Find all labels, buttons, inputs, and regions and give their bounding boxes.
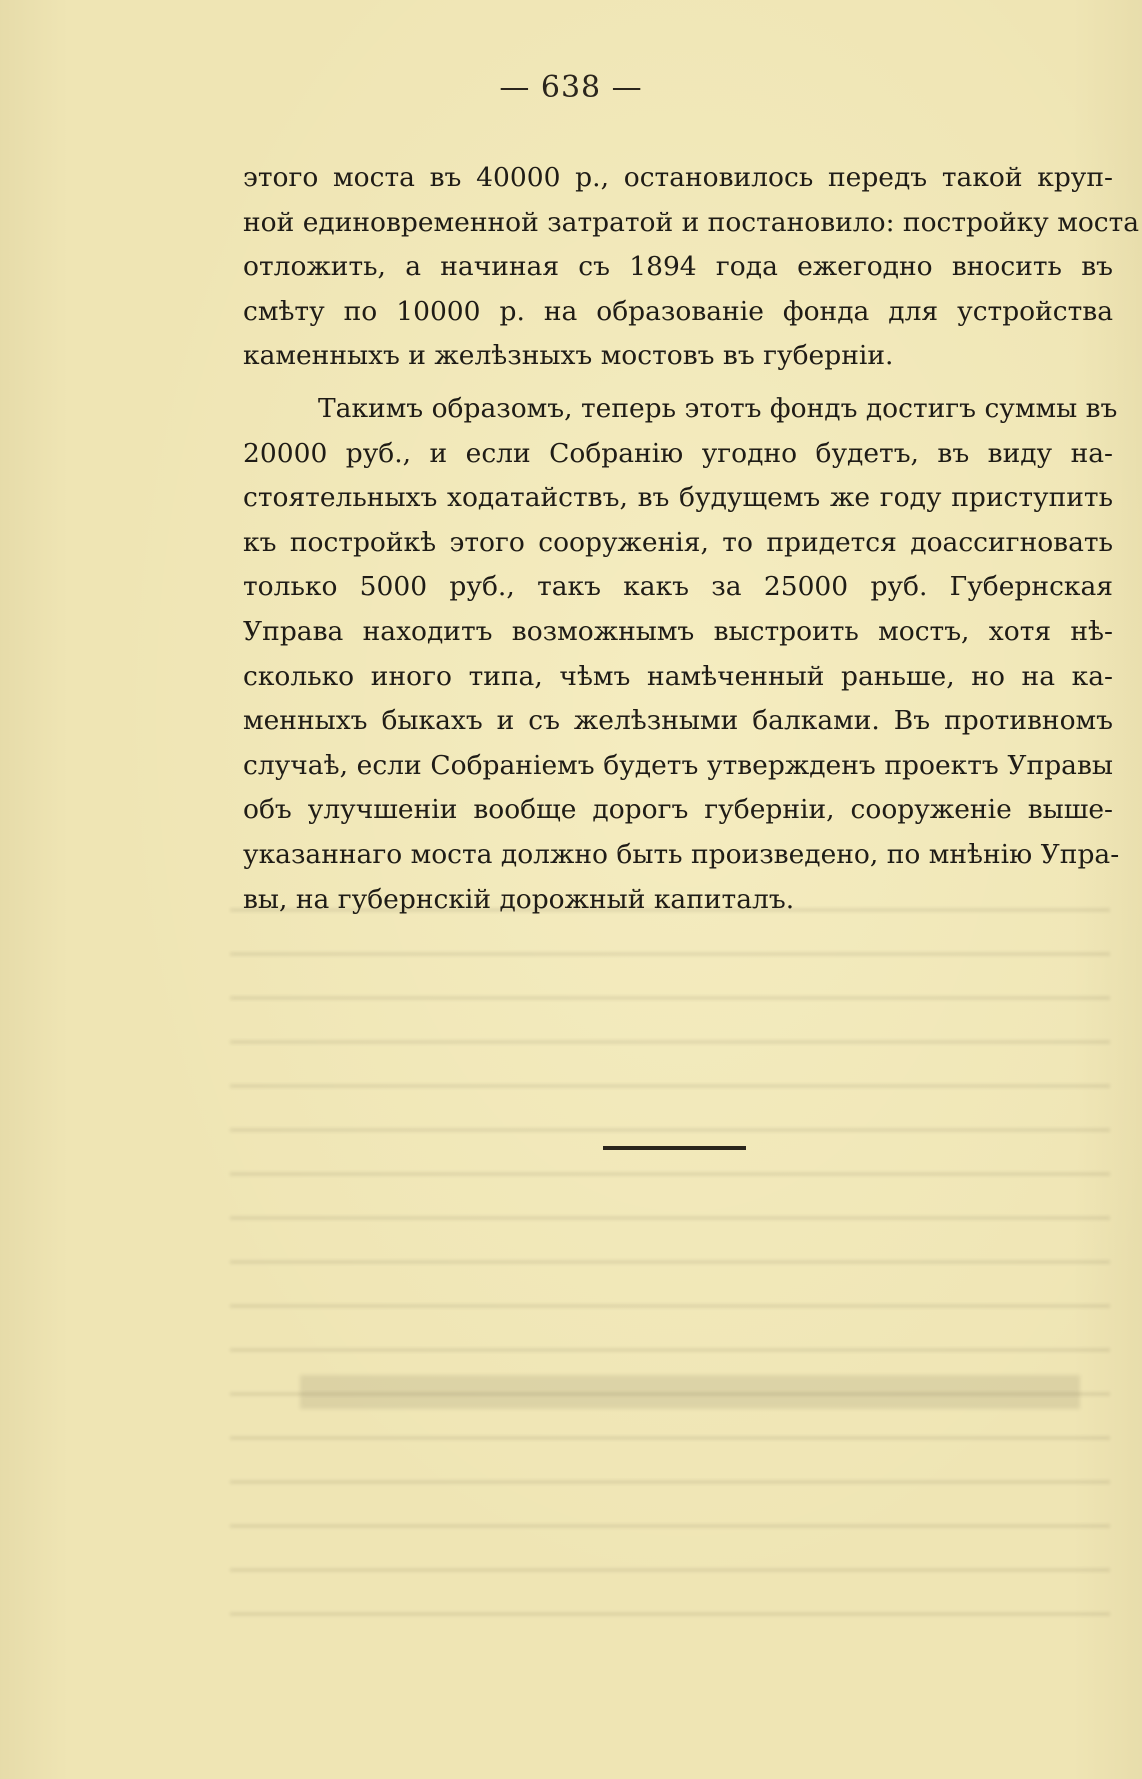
- paragraph-1: [243, 156, 1140, 379]
- section-divider-rule: [603, 1146, 746, 1150]
- text-line: объ улучшеніи вообще дорогъ губерніи, сооруженіе выше-: [243, 794, 1113, 826]
- text-line: менныхъ быкахъ и съ желѣзными балками. Въ противномъ: [243, 705, 1113, 737]
- text-line: случаѣ, если Собраніемъ будетъ утвержденъ проектъ Управы: [243, 749, 1113, 781]
- text-line: только 5000 руб., такъ какъ за 25000 руб. Губернская: [243, 571, 1113, 603]
- text-line: этого моста въ 40000 р., остановилось передъ такой круп-: [243, 162, 1113, 193]
- text-line: Такимъ образомъ, теперь этотъ фондъ достигъ суммы въ: [318, 392, 1118, 424]
- paragraph-gap: [243, 379, 1113, 387]
- paragraph-2: [243, 387, 1120, 922]
- bleed-through-texture: [230, 880, 1110, 1620]
- text-line: указаннаго моста должно быть произведено, по мнѣнію Упра-: [243, 838, 1120, 870]
- text-line: вы, на губернскій дорожный капиталъ.: [243, 883, 795, 915]
- text-line: стоятельныхъ ходатайствъ, въ будущемъ же году приступить: [243, 482, 1113, 514]
- text-line: Управа находитъ возможнымъ выстроить мостъ, хотя нѣ-: [243, 615, 1113, 647]
- text-line: къ постройкѣ этого сооруженія, то придется доассигновать: [243, 526, 1113, 558]
- page-number: — 638 —: [499, 70, 643, 105]
- text-line: ной единовременной затратой и постановило: постройку моста: [243, 206, 1140, 238]
- text-line: смѣту по 10000 р. на образованіе фонда для устройства: [243, 295, 1113, 327]
- bleed-through-heading: [300, 1375, 1080, 1409]
- text-line: каменныхъ и желѣзныхъ мостовъ въ губерніи.: [243, 340, 894, 372]
- body-text: [243, 156, 1140, 922]
- text-line: сколько иного типа, чѣмъ намѣченный раньше, но на ка-: [243, 660, 1113, 692]
- text-line: 20000 руб., и если Собранію угодно будетъ, въ виду на-: [243, 437, 1113, 469]
- text-line: отложить, а начиная съ 1894 года ежегодно вносить въ: [243, 251, 1113, 283]
